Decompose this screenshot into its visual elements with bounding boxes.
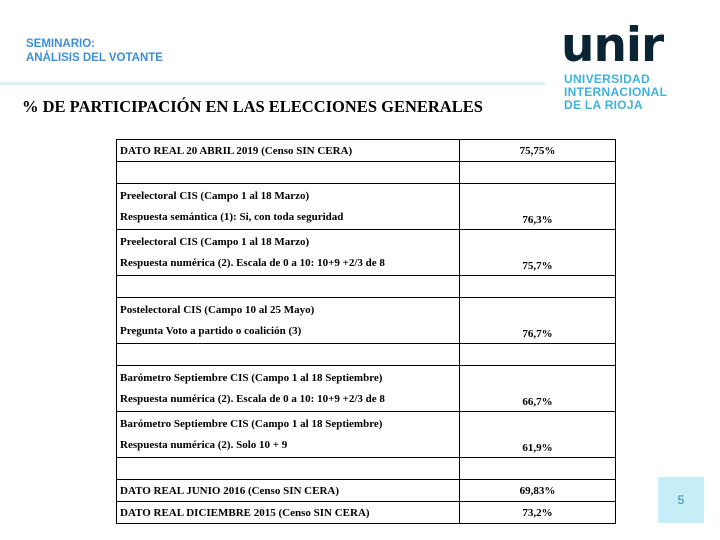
table-row-empty (117, 162, 616, 184)
row-label (117, 412, 460, 458)
row-label: DATO REAL 20 ABRIL 2019 (Censo SIN CERA) (117, 140, 460, 162)
row-label (117, 298, 460, 344)
table-row (117, 480, 616, 502)
row-label-line-2: Respuesta numérica (2). Solo 10 + 9 (120, 438, 288, 451)
slide-title: % DE PARTICIPACIÓN EN LAS ELECCIONES GENERALES (22, 97, 483, 116)
row-label-line-1: Postelectoral CIS (Campo 10 al 25 Mayo) (120, 303, 315, 316)
page-number-label: 5 (677, 493, 685, 507)
row-value: 73,2% (460, 502, 616, 524)
row-label-line-2: Respuesta semántica (1): Si, con toda seguridad (120, 210, 344, 223)
row-label: DATO REAL JUNIO 2016 (Censo SIN CERA) (117, 480, 460, 502)
table-row-empty (117, 344, 616, 366)
row-label (117, 344, 460, 366)
unir-logo (560, 18, 700, 112)
row-value: 76,7% (460, 298, 616, 344)
row-value: 69,83% (460, 480, 616, 502)
row-value (460, 162, 616, 184)
row-label-line-1: Preelectoral CIS (Campo 1 al 18 Marzo) (120, 189, 310, 202)
participation-table (116, 139, 616, 524)
row-label (117, 458, 460, 480)
row-label (117, 276, 460, 298)
table-row (117, 298, 616, 344)
row-value: 75,7% (460, 230, 616, 276)
row-label (117, 366, 460, 412)
row-label (117, 230, 460, 276)
logo-line-2: INTERNACIONAL (564, 85, 668, 99)
row-label-line-2: Pregunta Voto a partido o coalición (3) (120, 324, 302, 337)
header-divider (0, 82, 545, 85)
seminar-line-1: SEMINARIO: (26, 38, 95, 50)
row-value: 66,7% (460, 366, 616, 412)
table-row (117, 502, 616, 524)
row-value: 75,75% (460, 140, 616, 162)
row-label-line-1: Barómetro Septiembre CIS (Campo 1 al 18 Septiembre) (120, 417, 383, 430)
row-value (460, 276, 616, 298)
row-label-line-2: Respuesta numérica (2). Escala de 0 a 10: 10+9 +2/3 de 8 (120, 392, 385, 405)
page-number (658, 477, 704, 523)
seminar-heading (26, 37, 163, 65)
table-row (117, 184, 616, 230)
row-label-line-1: Preelectoral CIS (Campo 1 al 18 Marzo) (120, 235, 310, 248)
table-row (117, 230, 616, 276)
table-row (117, 366, 616, 412)
table-row (117, 412, 616, 458)
row-label (117, 162, 460, 184)
logo-wordmark: unir (561, 18, 664, 73)
row-label-line-2: Respuesta numérica (2). Escala de 0 a 10: 10+9 +2/3 de 8 (120, 256, 385, 269)
table-row-empty (117, 458, 616, 480)
row-value: 61,9% (460, 412, 616, 458)
row-label-line-1: Barómetro Septiembre CIS (Campo 1 al 18 Septiembre) (120, 371, 383, 384)
seminar-line-2: ANÁLISIS DEL VOTANTE (26, 52, 163, 64)
row-label: DATO REAL DICIEMBRE 2015 (Censo SIN CERA) (117, 502, 460, 524)
table-row-empty (117, 276, 616, 298)
logo-university-name (564, 73, 700, 112)
logo-line-3: DE LA RIOJA (564, 98, 643, 112)
row-value (460, 344, 616, 366)
row-label (117, 184, 460, 230)
table-row (117, 140, 616, 162)
logo-line-1: UNIVERSIDAD (564, 72, 650, 86)
row-value (460, 458, 616, 480)
row-value: 76,3% (460, 184, 616, 230)
